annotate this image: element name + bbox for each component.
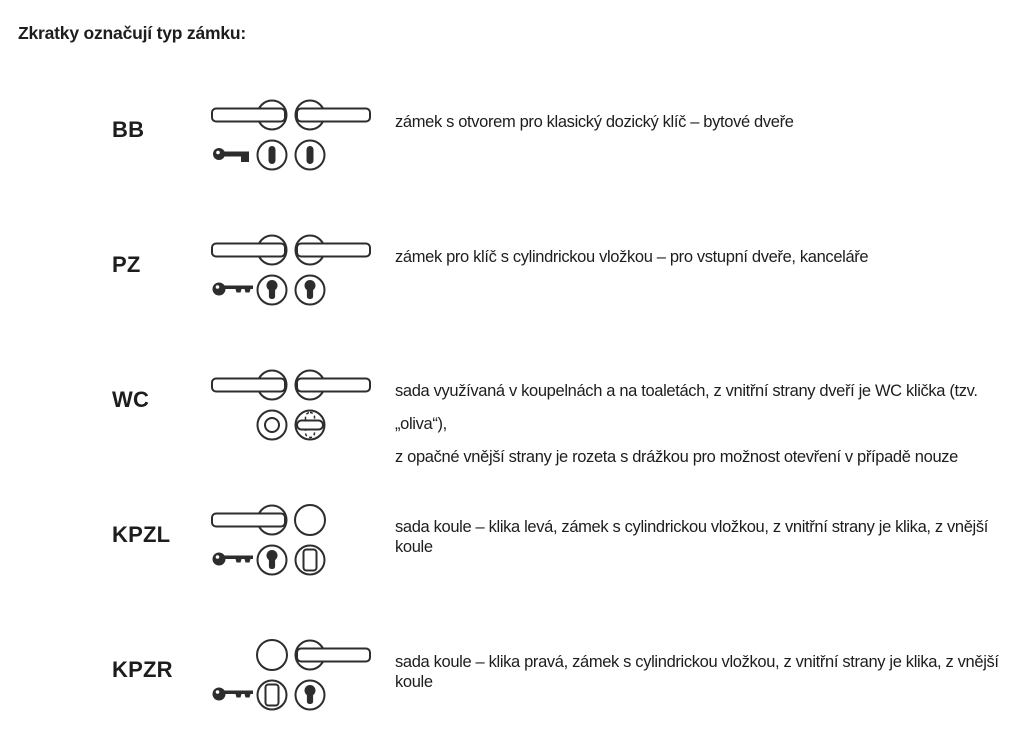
bit-key-icon <box>213 148 249 162</box>
cylinder-keyhole-rosette-icon <box>258 276 287 305</box>
lock-description <box>395 375 1000 474</box>
round-knob-icon <box>257 640 287 670</box>
lock-set-illustration-pz <box>210 233 375 308</box>
lever-handle-left-icon <box>212 371 287 400</box>
cylinder-key-icon <box>213 688 254 701</box>
lock-code-label: KPZR <box>112 657 173 682</box>
cylinder-keyhole-rosette-icon <box>258 546 287 575</box>
lock-type-row-wc <box>0 368 1011 466</box>
description-line: sada koule – klika levá, zámek s cylindrickou vložkou, z vnitřní strany je klika, z vnější koule <box>395 518 989 556</box>
lock-set-illustration-kpzl <box>210 503 375 578</box>
description-line: zámek s otvorem pro klasický dozický klíč – bytové dveře <box>395 113 794 131</box>
description-line: z opačné vnější strany je rozeta s drážkou pro možnost otevření v případě nouze <box>395 448 959 466</box>
lock-code-label: BB <box>112 117 145 142</box>
lock-description <box>395 247 1000 267</box>
lock-set-illustration-bb <box>210 98 375 173</box>
classic-keyhole-rosette-icon <box>258 141 287 170</box>
classic-keyhole-rosette-icon <box>296 141 325 170</box>
lock-code-label: WC <box>112 387 150 412</box>
lock-type-row-pz <box>0 233 1011 308</box>
lock-code-label: KPZL <box>112 522 171 547</box>
lock-type-row-kpzl <box>0 503 1011 578</box>
lever-handle-right-icon <box>296 641 371 670</box>
lock-type-row-kpzr <box>0 638 1011 713</box>
blind-rosette-icon <box>258 681 287 710</box>
lever-handle-right-icon <box>296 101 371 130</box>
lock-description <box>395 112 1000 132</box>
thumbturn-rosette-icon <box>296 411 325 440</box>
lever-handle-right-icon <box>296 236 371 265</box>
lock-code-label: PZ <box>112 252 141 277</box>
lever-handle-left-icon <box>212 236 287 265</box>
lever-handle-left-icon <box>212 506 287 535</box>
lock-set-illustration-wc <box>210 368 375 443</box>
page-title: Zkratky označují typ zámku: <box>18 23 246 43</box>
description-line: sada využívaná v koupelnách a na toaletách, z vnitřní strany dveří je WC klička (tzv. „oliva“), <box>395 382 978 433</box>
lock-type-row-bb <box>0 98 1011 173</box>
grooved-rosette-icon <box>258 411 287 440</box>
cylinder-key-icon <box>213 553 254 566</box>
lock-description <box>395 517 1000 557</box>
lock-set-illustration-kpzr <box>210 638 375 713</box>
cylinder-keyhole-rosette-icon <box>296 681 325 710</box>
lever-handle-left-icon <box>212 101 287 130</box>
round-knob-icon <box>295 505 325 535</box>
lock-description <box>395 652 1000 692</box>
description-line: zámek pro klíč s cylindrickou vložkou – pro vstupní dveře, kanceláře <box>395 248 869 266</box>
description-line: sada koule – klika pravá, zámek s cylindrickou vložkou, z vnitřní strany je klika, z vnější koule <box>395 653 999 691</box>
blind-rosette-icon <box>296 546 325 575</box>
lever-handle-right-icon <box>296 371 371 400</box>
cylinder-keyhole-rosette-icon <box>296 276 325 305</box>
cylinder-key-icon <box>213 283 254 296</box>
